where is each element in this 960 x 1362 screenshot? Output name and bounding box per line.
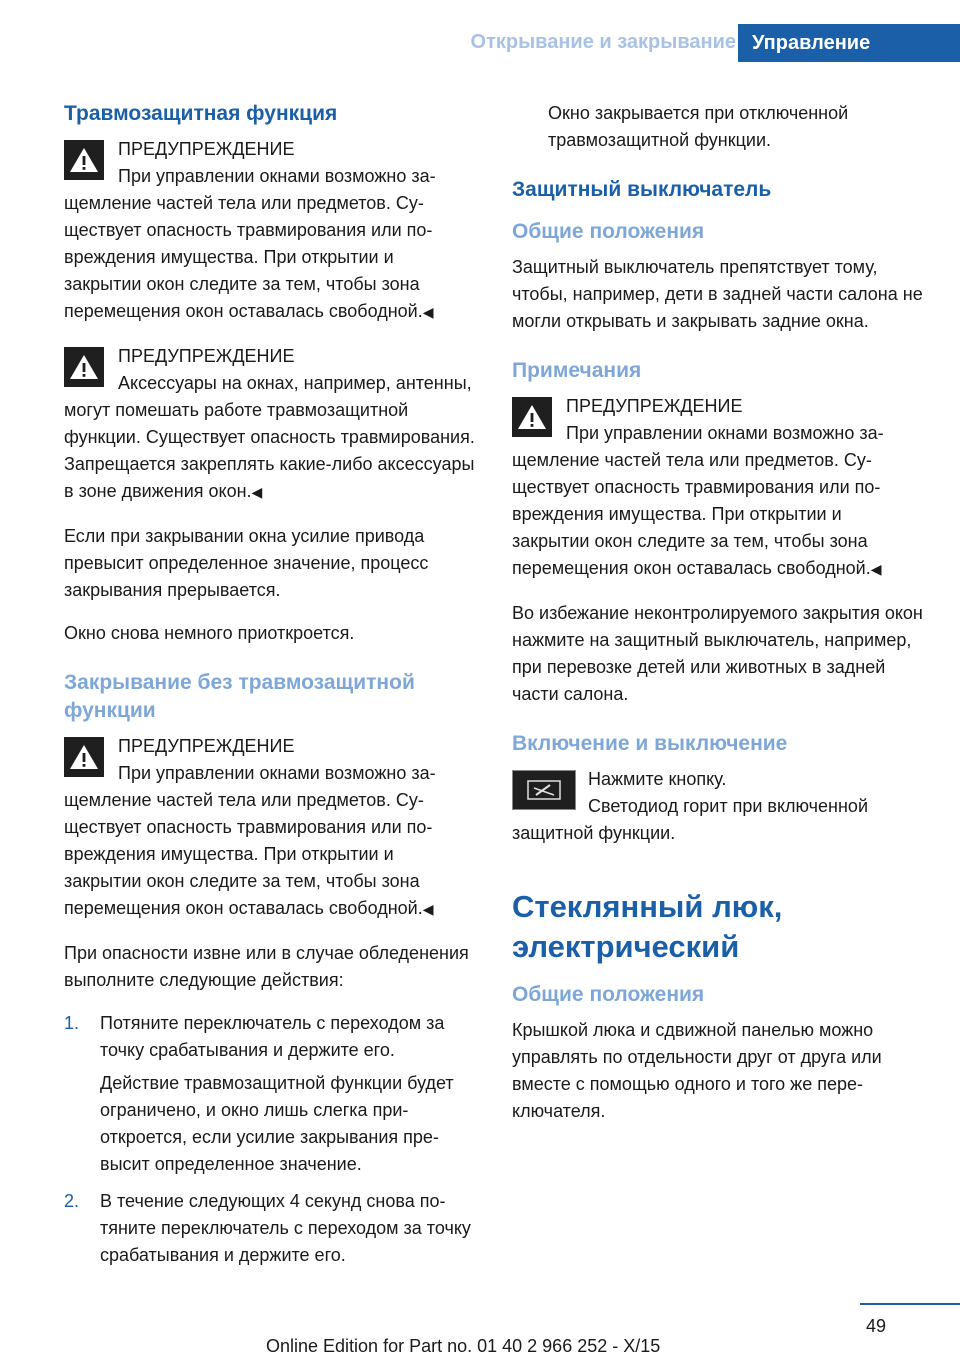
warning-triangle-icon — [64, 737, 104, 777]
footer-rule — [860, 1303, 960, 1305]
paragraph-continued: Окно закрывается при отключенной травмозащитной функции. — [548, 103, 849, 150]
warning-triangle-icon — [64, 347, 104, 387]
right-column — [512, 100, 924, 1141]
heading-closing-without-protection: Закрывание без травмозащитной функции — [64, 671, 415, 722]
warning-title: ПРЕДУПРЕЖДЕНИЕ — [118, 139, 295, 159]
paragraph: Если при закрывании окна усилие привода превысит определенное значение, процесс закрывания прерывается. — [64, 526, 429, 600]
warning-block — [512, 393, 924, 583]
paragraph: Крышкой люка и сдвижной панелью можно управлять по отдельности друг от друга или вместе с помощью одного и того же переключателя. — [512, 1020, 882, 1121]
warning-block — [64, 733, 476, 923]
list-number: 1. — [64, 1013, 80, 1033]
list-item-text: В течение следующих 4 секунд снова потяните переключатель с переходом за точку срабатывания и держите его. — [100, 1191, 471, 1265]
heading-notes: Примечания — [512, 359, 642, 382]
heading-general: Общие положения — [512, 983, 705, 1006]
list-number: 2. — [64, 1191, 80, 1211]
warning-text: При управлении окнами возможно защемление частей тела или предметов. Существует опасность травмирования или повреждения имущества. При открытии и закрытии окон следите за тем, чтобы зона перемещения окон оставалась свободной. — [64, 763, 436, 918]
paragraph: Защитный выключатель препятствует тому, чтобы, например, дети в задней части салона не могли открывать и закрывать задние окна. — [512, 257, 923, 331]
led-text: Светодиод горит при включенной защитной функции. — [512, 796, 868, 843]
paragraph: Окно снова немного приоткроется. — [64, 623, 355, 643]
warning-text: При управлении окнами возможно защемление частей тела или предметов. Существует опасность травмирования или повреждения имущества. При открытии и закрытии окон следите за тем, чтобы зона перемещения окон оставалась свободной. — [512, 423, 884, 578]
warning-title: ПРЕДУПРЕЖДЕНИЕ — [118, 736, 295, 756]
heading-anti-trap: Травмозащитная функция — [64, 102, 338, 125]
list-item-subtext: Действие травмозащитной функции будет ограничено, и окно лишь слегка приоткроется, если усилие закрывания превысит определенное значение. — [100, 1073, 454, 1174]
warning-triangle-icon — [512, 397, 552, 437]
end-mark: ◀ — [422, 304, 434, 320]
list-item-text: Потяните переключатель с переходом за точку срабатывания и держите его. — [100, 1013, 445, 1060]
warning-block — [64, 343, 476, 506]
heading-on-off: Включение и выключение — [512, 732, 788, 755]
end-mark: ◀ — [251, 484, 263, 500]
page-number: 49 — [866, 1316, 887, 1336]
warning-title: ПРЕДУПРЕЖДЕНИЕ — [566, 396, 743, 416]
paragraph: Во избежание неконтролируемого закрытия окон нажмите на защитный выключатель, например, при перевозке детей или животных в задней части салона. — [512, 603, 923, 704]
press-text: Нажмите кнопку. — [588, 769, 727, 789]
header-chapter-tab: Управление — [738, 24, 960, 62]
warning-text: При управлении окнами возможно защемление частей тела или предметов. Существует опасность травмирования или повреждения имущества. При открытии и закрытии окон следите за тем, чтобы зона перемещения окон оставалась свободной. — [64, 166, 436, 321]
end-mark: ◀ — [870, 561, 882, 577]
window-lock-button-icon — [512, 770, 576, 810]
heading-sunroof: Стеклянный люк, электрический — [512, 889, 783, 964]
heading-safety-switch: Защитный выключатель — [512, 178, 772, 201]
footer-edition: Online Edition for Part no. 01 40 2 966 252 - X/15 — [266, 1336, 661, 1356]
warning-triangle-icon — [64, 140, 104, 180]
button-instruction — [512, 766, 924, 847]
list-item — [64, 1010, 476, 1178]
paragraph: При опасности извне или в случае обледенения выполните следующие действия: — [64, 943, 469, 990]
end-mark: ◀ — [422, 901, 434, 917]
warning-title: ПРЕДУПРЕЖДЕНИЕ — [118, 346, 295, 366]
header-section-title: Открывание и закрывание — [470, 31, 736, 53]
list-item — [64, 1188, 476, 1269]
left-column — [64, 100, 476, 1279]
warning-text: Аксессуары на окнах, например, антенны, могут помешать работе травмозащитной функции. Существует опасность травмирования. Запрещается закреплять какие-либо аксессуары в зоне движения окон. — [64, 373, 475, 501]
heading-general: Общие положения — [512, 220, 705, 243]
warning-block — [64, 136, 476, 326]
